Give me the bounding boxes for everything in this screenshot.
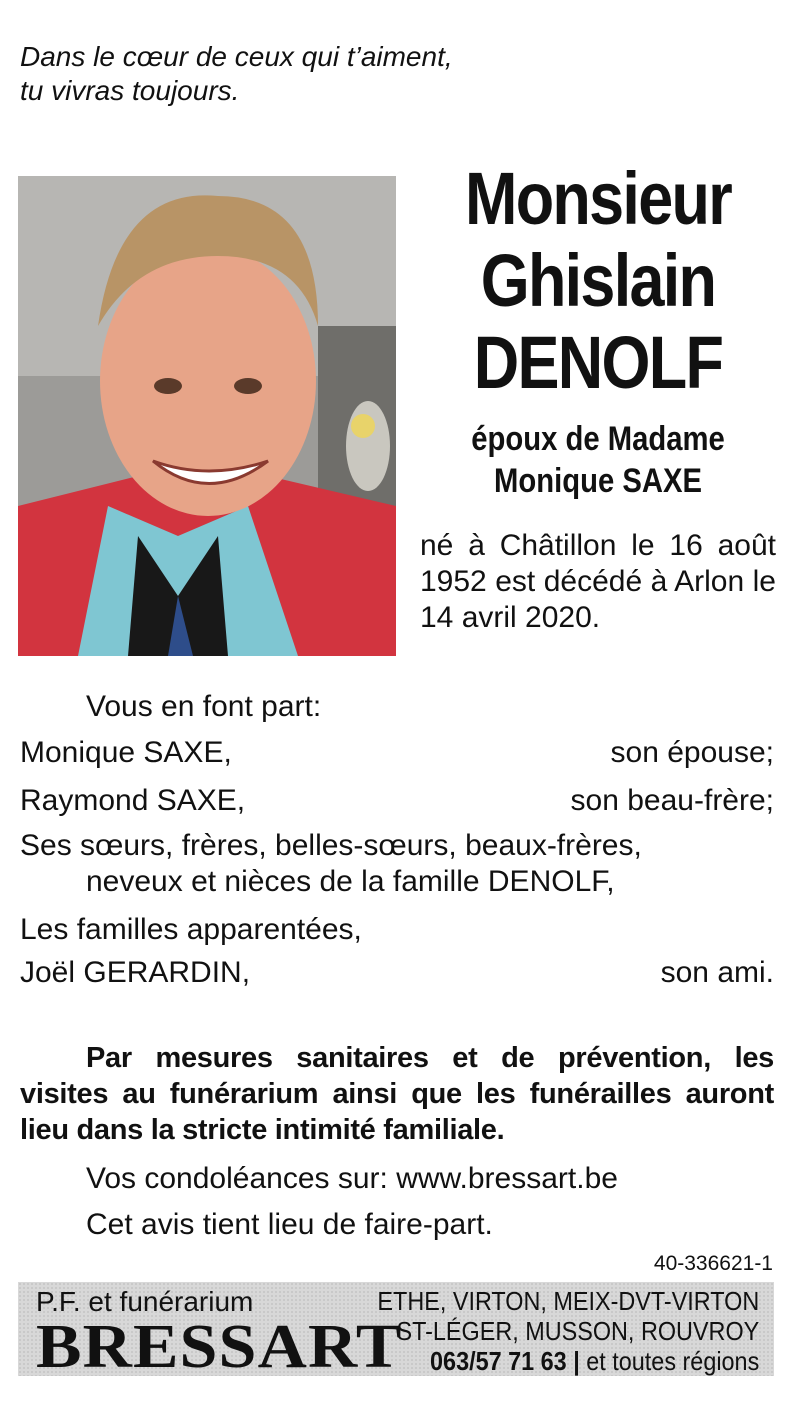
- last-name: DENOLF: [473, 321, 723, 404]
- condolences-line: Vos condoléances sur: www.bressart.be: [86, 1162, 618, 1195]
- separator: |: [572, 1346, 580, 1376]
- birth-death-info: né à Châtillon le 16 août 1952 est décédé à Arlon le 14 avril 2020.: [420, 529, 776, 634]
- reference-number: 40-336621-1: [653, 1252, 773, 1275]
- families-entry: Les familles apparentées,: [20, 913, 362, 946]
- siblings-entry: [20, 828, 774, 900]
- announcement-intro: Vous en font part:: [86, 690, 322, 723]
- siblings-line-2: neveux et nièces de la famille DENOLF,: [86, 865, 615, 898]
- funeral-home-locations: [377, 1286, 759, 1376]
- friend-row: [20, 956, 774, 990]
- mourner-name: Raymond SAXE,: [20, 784, 246, 817]
- mourner-name: Monique SAXE,: [20, 736, 232, 769]
- funeral-home-logo: BRESSART: [36, 1313, 403, 1381]
- contact-line: [377, 1346, 759, 1376]
- siblings-line-1: Ses sœurs, frères, belles-sœurs, beaux-frères,: [20, 829, 642, 862]
- mourner-relation: son beau-frère;: [570, 784, 774, 817]
- deceased-name: [438, 158, 758, 404]
- mourner-row: [20, 784, 774, 818]
- funeral-home-label: P.F. et funérarium: [36, 1286, 254, 1317]
- sanitary-notice: [20, 1040, 774, 1148]
- mourner-row: [20, 736, 774, 770]
- spouse-line-2: Monique SAXE: [494, 462, 702, 500]
- spouse-info: [436, 418, 759, 502]
- friend-relation: son ami.: [660, 956, 774, 989]
- first-name: Ghislain: [480, 239, 716, 322]
- epitaph-quote: [20, 40, 453, 108]
- friend-name: Joël GERARDIN,: [20, 956, 251, 989]
- towns-line-1: ETHE, VIRTON, MEIX-DVT-VIRTON: [377, 1286, 759, 1316]
- faire-part-line: Cet avis tient lieu de faire-part.: [86, 1208, 493, 1241]
- epitaph-line-2: tu vivras toujours.: [20, 75, 240, 106]
- regions-text: et toutes régions: [585, 1346, 759, 1376]
- phone-number: 063/57 71 63: [429, 1346, 567, 1376]
- title-honorific: Monsieur: [465, 157, 731, 240]
- portrait-photo: [18, 176, 396, 656]
- mourner-relation: son épouse;: [610, 736, 774, 769]
- sanitary-notice-text: Par mesures sanitaires et de prévention, les visites au funérarium ainsi que les funérailles auront lieu dans la stricte intimité familiale.: [20, 1042, 774, 1146]
- spouse-line-1: époux de Madame: [471, 420, 725, 458]
- towns-line-2: ST-LÉGER, MUSSON, ROUVROY: [396, 1316, 759, 1346]
- epitaph-line-1: Dans le cœur de ceux qui t’aiment,: [20, 41, 453, 72]
